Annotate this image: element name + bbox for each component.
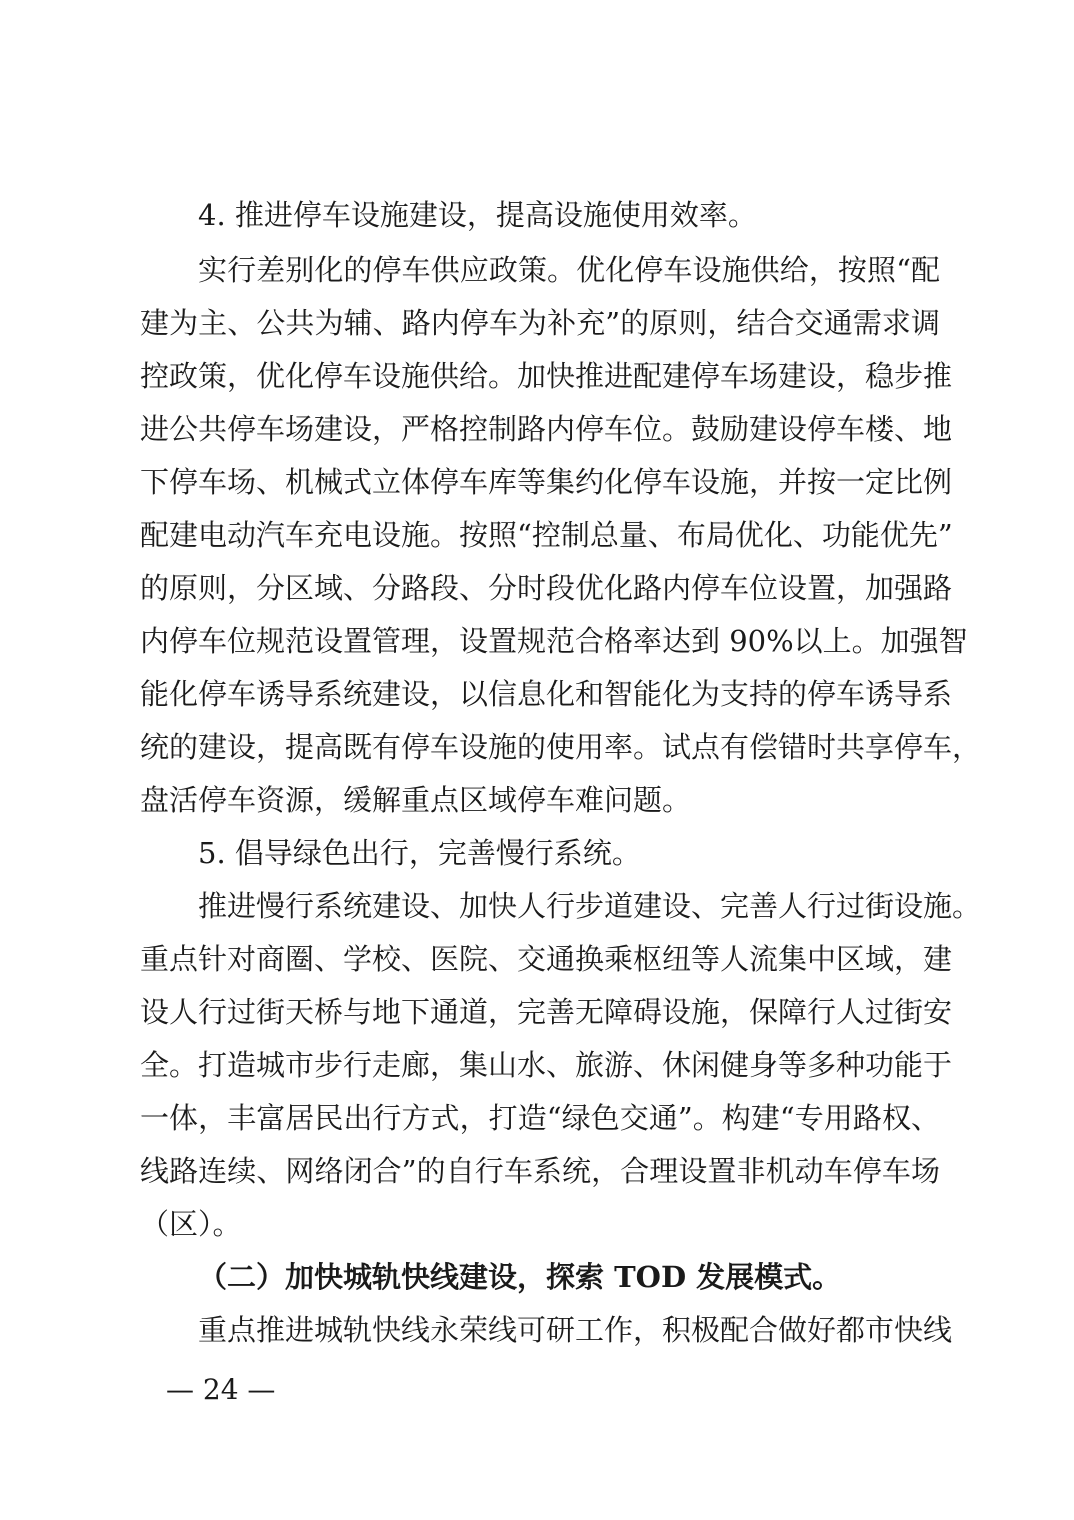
paragraph-line: 设人行过街天桥与地下通道，完善无障碍设施，保障行人过街安 xyxy=(140,995,953,1029)
paragraph-line: 配建电动汽车充电设施。按照“控制总量、布局优化、功能优先” xyxy=(140,518,953,552)
paragraph-line: 能化停车诱导系统建设，以信息化和智能化为支持的停车诱导系 xyxy=(140,677,953,711)
paragraph-line: 统的建设，提高既有停车设施的使用率。试点有偿错时共享停车， xyxy=(140,730,982,764)
paragraph-line: 控政策，优化停车设施供给。加快推进配建停车场建设，稳步推 xyxy=(140,359,953,393)
paragraph-line: （区）。 xyxy=(140,1207,242,1241)
paragraph-line: 全。打造城市步行走廊，集山水、旅游、休闲健身等多种功能于 xyxy=(140,1048,953,1082)
section-heading-2: （二）加快城轨快线建设，探索 TOD 发展模式。 xyxy=(198,1260,842,1294)
section-heading-4: 4. 推进停车设施建设，提高设施使用效率。 xyxy=(198,198,757,232)
paragraph-line: 实行差别化的停车供应政策。优化停车设施供给，按照“配 xyxy=(198,253,940,287)
paragraph-line: 内停车位规范设置管理，设置规范合格率达到 90%以上。加强智 xyxy=(140,624,968,658)
paragraph-line: 建为主、公共为辅、路内停车为补充”的原则，结合交通需求调 xyxy=(140,306,940,340)
paragraph-line: 进公共停车场建设，严格控制路内停车位。鼓励建设停车楼、地 xyxy=(140,412,953,446)
paragraph-line: 下停车场、机械式立体停车库等集约化停车设施，并按一定比例 xyxy=(140,465,953,499)
paragraph-line: 一体，丰富居民出行方式，打造“绿色交通”。构建“专用路权、 xyxy=(140,1101,940,1135)
paragraph-line: 线路连续、网络闭合”的自行车系统，合理设置非机动车停车场 xyxy=(140,1154,940,1188)
section-heading-5: 5. 倡导绿色出行，完善慢行系统。 xyxy=(198,836,641,870)
page-number: — 24 — xyxy=(166,1373,276,1406)
paragraph-line: 推进慢行系统建设、加快人行步道建设、完善人行过街设施。 xyxy=(198,889,982,923)
paragraph-line: 盘活停车资源，缓解重点区域停车难问题。 xyxy=(140,783,692,817)
paragraph-line: 重点针对商圈、学校、医院、交通换乘枢纽等人流集中区域，建 xyxy=(140,942,953,976)
paragraph-line: 的原则，分区域、分路段、分时段优化路内停车位设置，加强路 xyxy=(140,571,953,605)
paragraph-line: 重点推进城轨快线永荣线可研工作，积极配合做好都市快线 xyxy=(198,1313,953,1347)
